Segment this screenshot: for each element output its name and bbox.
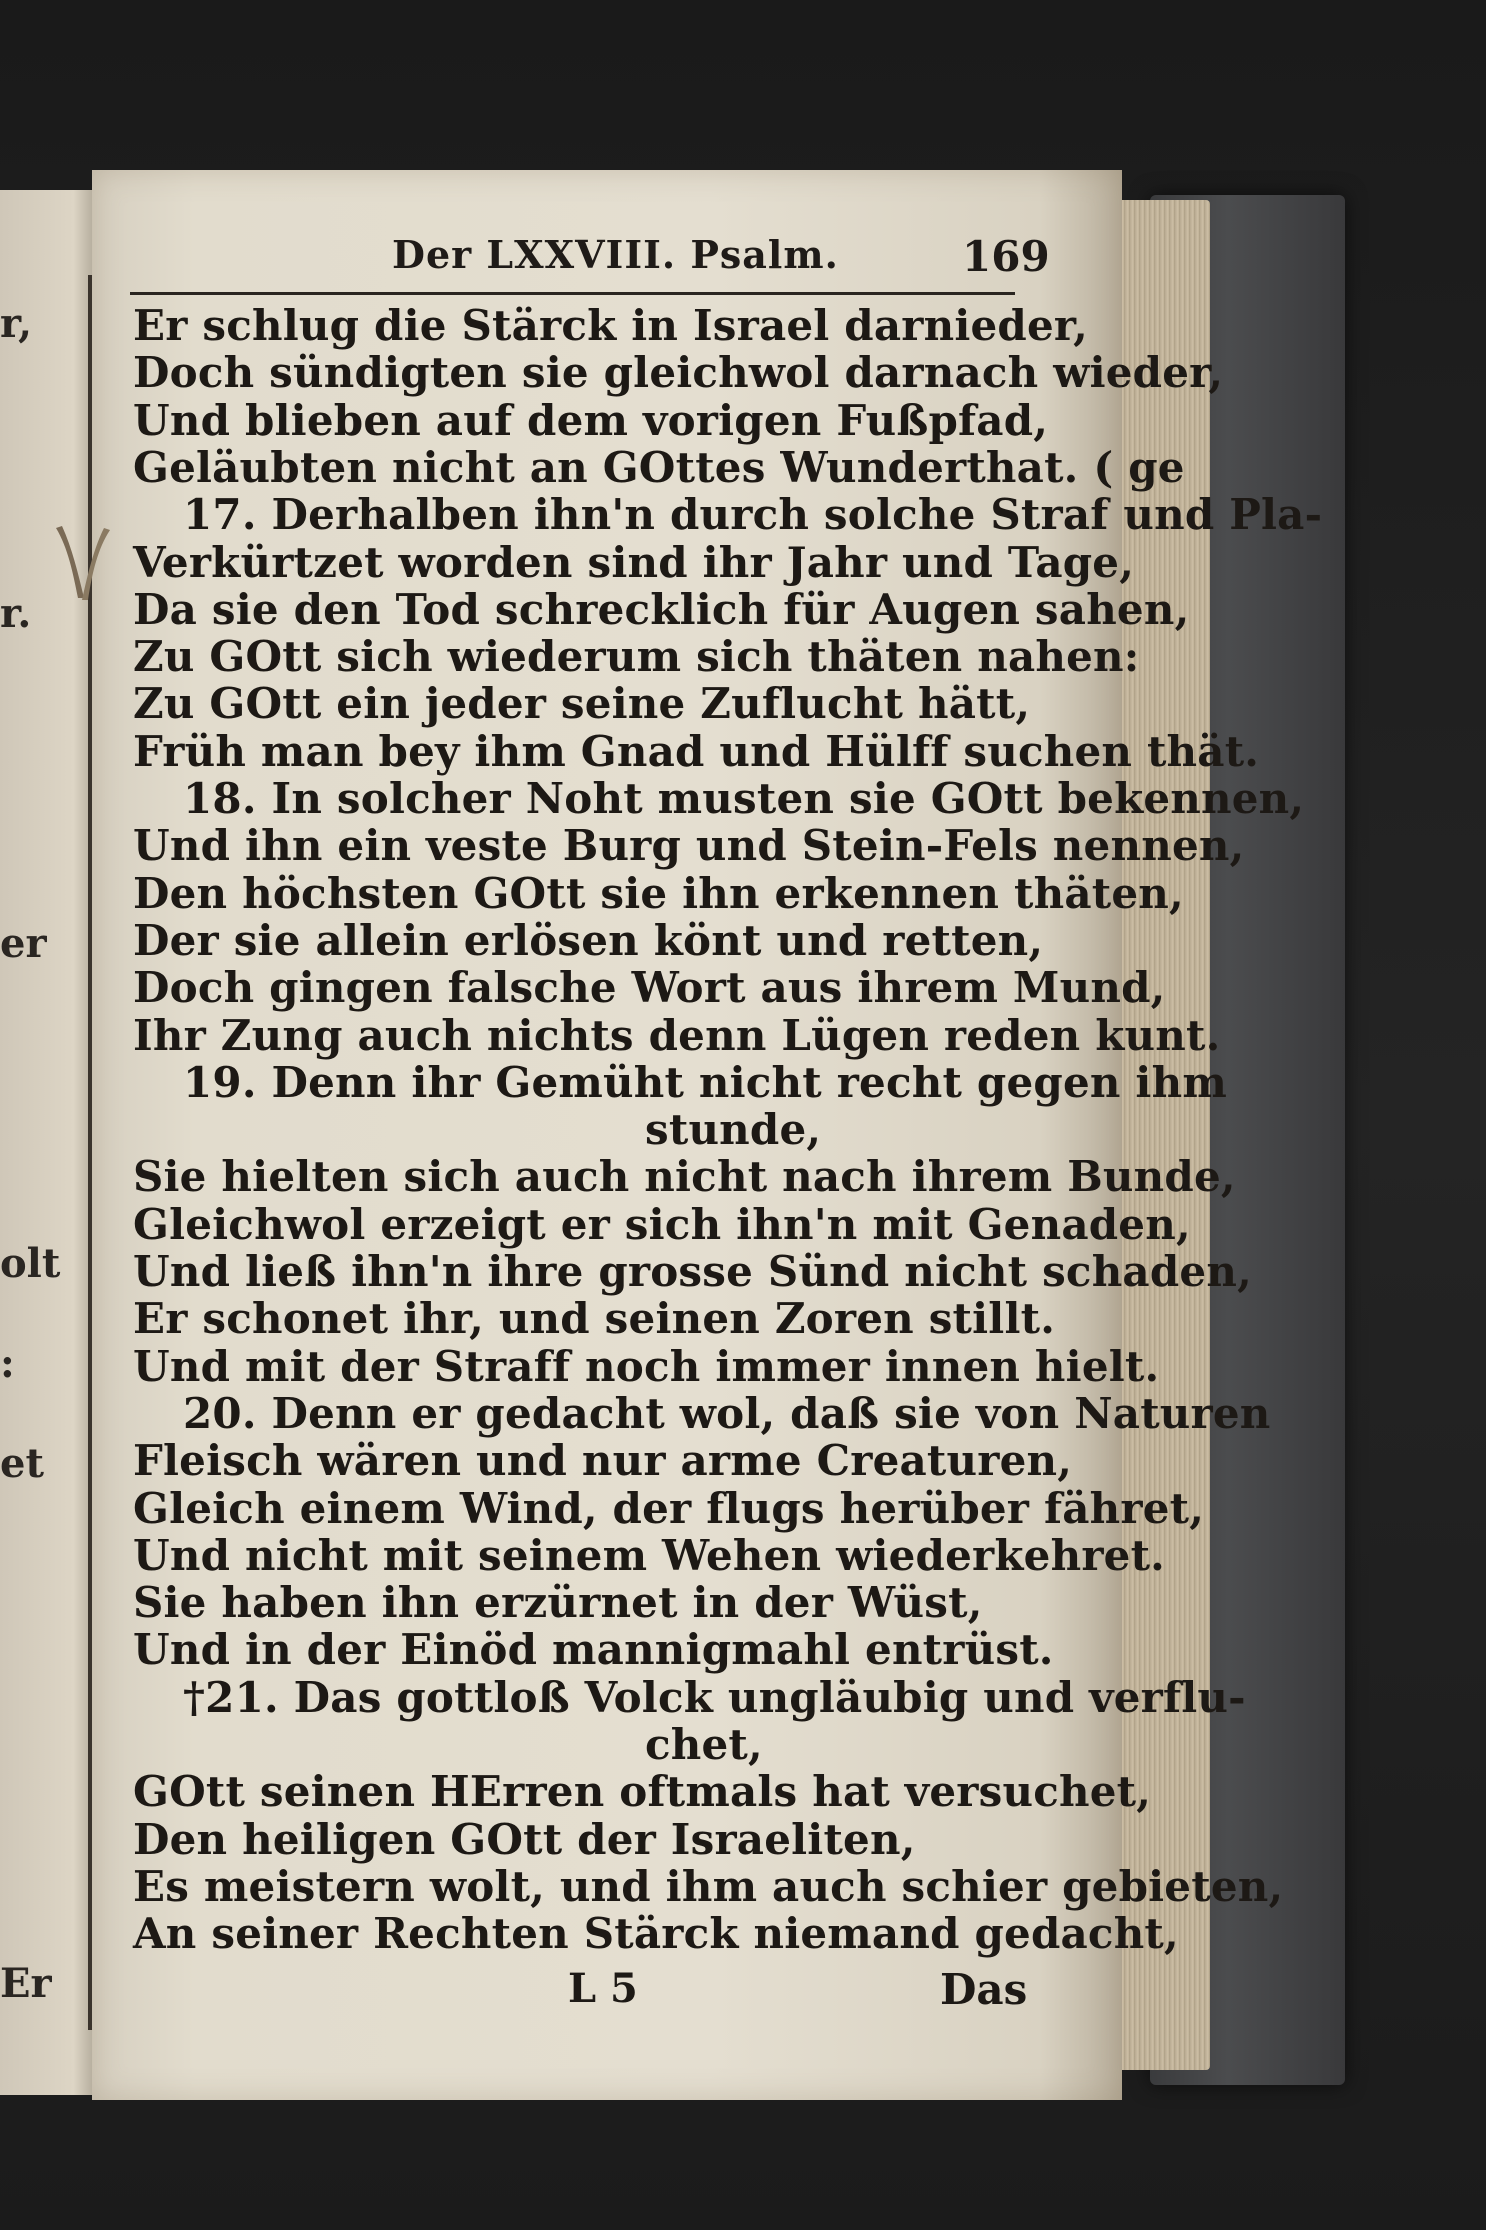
left-page-fragment: r. <box>0 590 32 637</box>
text-line: An seiner Rechten Stärck niemand gedacht, <box>133 1909 1179 1959</box>
bookmark-ornament-icon <box>48 518 118 614</box>
verse-start-line: 19. Denn ihr Gemüht nicht recht gegen ihm <box>183 1057 1227 1107</box>
text-line: Und blieben auf dem vorigen Fußpfad, <box>133 395 1049 445</box>
verse-start-line: 20. Denn er gedacht wol, daß sie von Naturen <box>183 1388 1271 1438</box>
text-line: GOtt seinen HErren oftmals hat versuchet, <box>133 1767 1152 1817</box>
text-line: Und ließ ihn'n ihre grosse Sünd nicht schaden, <box>133 1247 1252 1296</box>
text-line: Er schonet ihr, und seinen Zoren stillt. <box>133 1294 1056 1344</box>
left-page-fragment: et <box>0 1440 44 1487</box>
text-line: Und in der Einöd mannigmahl entrüst. <box>133 1625 1054 1675</box>
verse-start-line: 17. Derhalben ihn'n durch solche Straf und Pla- <box>183 490 1323 540</box>
text-line: Er schlug die Stärck in Israel darnieder, <box>133 301 1088 350</box>
text-line: Sie hielten sich auch nicht nach ihrem Bunde, <box>133 1152 1236 1202</box>
left-page <box>0 190 92 2095</box>
text-line: Gleichwol erzeigt er sich ihn'n mit Genaden, <box>133 1199 1191 1249</box>
text-line: Zu GOtt ein jeder seine Zuflucht hätt, <box>133 679 1031 729</box>
left-page-fragment: : <box>0 1340 15 1387</box>
text-line: Früh man bey ihm Gnad und Hülff suchen thät. <box>133 726 1260 776</box>
page-number: 169 <box>962 232 1050 281</box>
text-line: Gleich einem Wind, der flugs herüber fähret, <box>133 1483 1205 1533</box>
text-line: Den heiligen GOtt der Israeliten, <box>133 1814 916 1864</box>
left-page-fragment: Er <box>0 1960 52 2007</box>
text-line: Doch gingen falsche Wort aus ihrem Mund, <box>133 963 1166 1013</box>
text-line: Da sie den Tod schrecklich für Augen sahen, <box>133 584 1190 634</box>
left-page-fragment: olt <box>0 1240 61 1287</box>
text-line: Und nicht mit seinem Wehen wiederkehret. <box>133 1530 1165 1580</box>
text-line: Ihr Zung auch nichts denn Lügen reden kunt. <box>133 1010 1221 1060</box>
left-page-fragment: r, <box>0 300 33 347</box>
signature-mark: L 5 <box>568 1965 638 2012</box>
verse-start-line: †21. Das gottloß Volck ungläubig und verflu- <box>183 1672 1246 1722</box>
running-head: Der LXXVIII. Psalm. <box>392 232 839 277</box>
catchword: Das <box>940 1965 1028 2014</box>
text-line: Es meistern wolt, und ihm auch schier gebieten, <box>133 1861 1284 1911</box>
text-line: Fleisch wären und nur arme Creaturen, <box>133 1436 1073 1486</box>
verse-start-line: 18. In solcher Noht musten sie GOtt bekennen, <box>183 774 1305 823</box>
text-line: Den höchsten GOtt sie ihn erkennen thäten, <box>133 868 1184 918</box>
left-page-fragment: er <box>0 920 47 967</box>
text-line: Der sie allein erlösen könt und retten, <box>133 915 1044 965</box>
text-line: Doch sündigten sie gleichwol darnach wieder, <box>133 348 1224 398</box>
text-line: Und mit der Straff noch immer innen hielt. <box>133 1341 1160 1391</box>
turnover-line: chet, <box>645 1720 763 1769</box>
text-line: Sie haben ihn erzürnet in der Wüst, <box>133 1578 983 1628</box>
text-line: Geläubten nicht an GOttes Wunderthat. ( ge <box>133 442 1185 492</box>
turnover-line: stunde, <box>645 1105 822 1155</box>
header-rule <box>130 292 1015 295</box>
text-line: Verkürtzet worden sind ihr Jahr und Tage, <box>133 537 1135 587</box>
text-line: Zu GOtt sich wiederum sich thäten nahen: <box>133 632 1140 682</box>
text-line: Und ihn ein veste Burg und Stein-Fels nennen, <box>133 821 1245 871</box>
